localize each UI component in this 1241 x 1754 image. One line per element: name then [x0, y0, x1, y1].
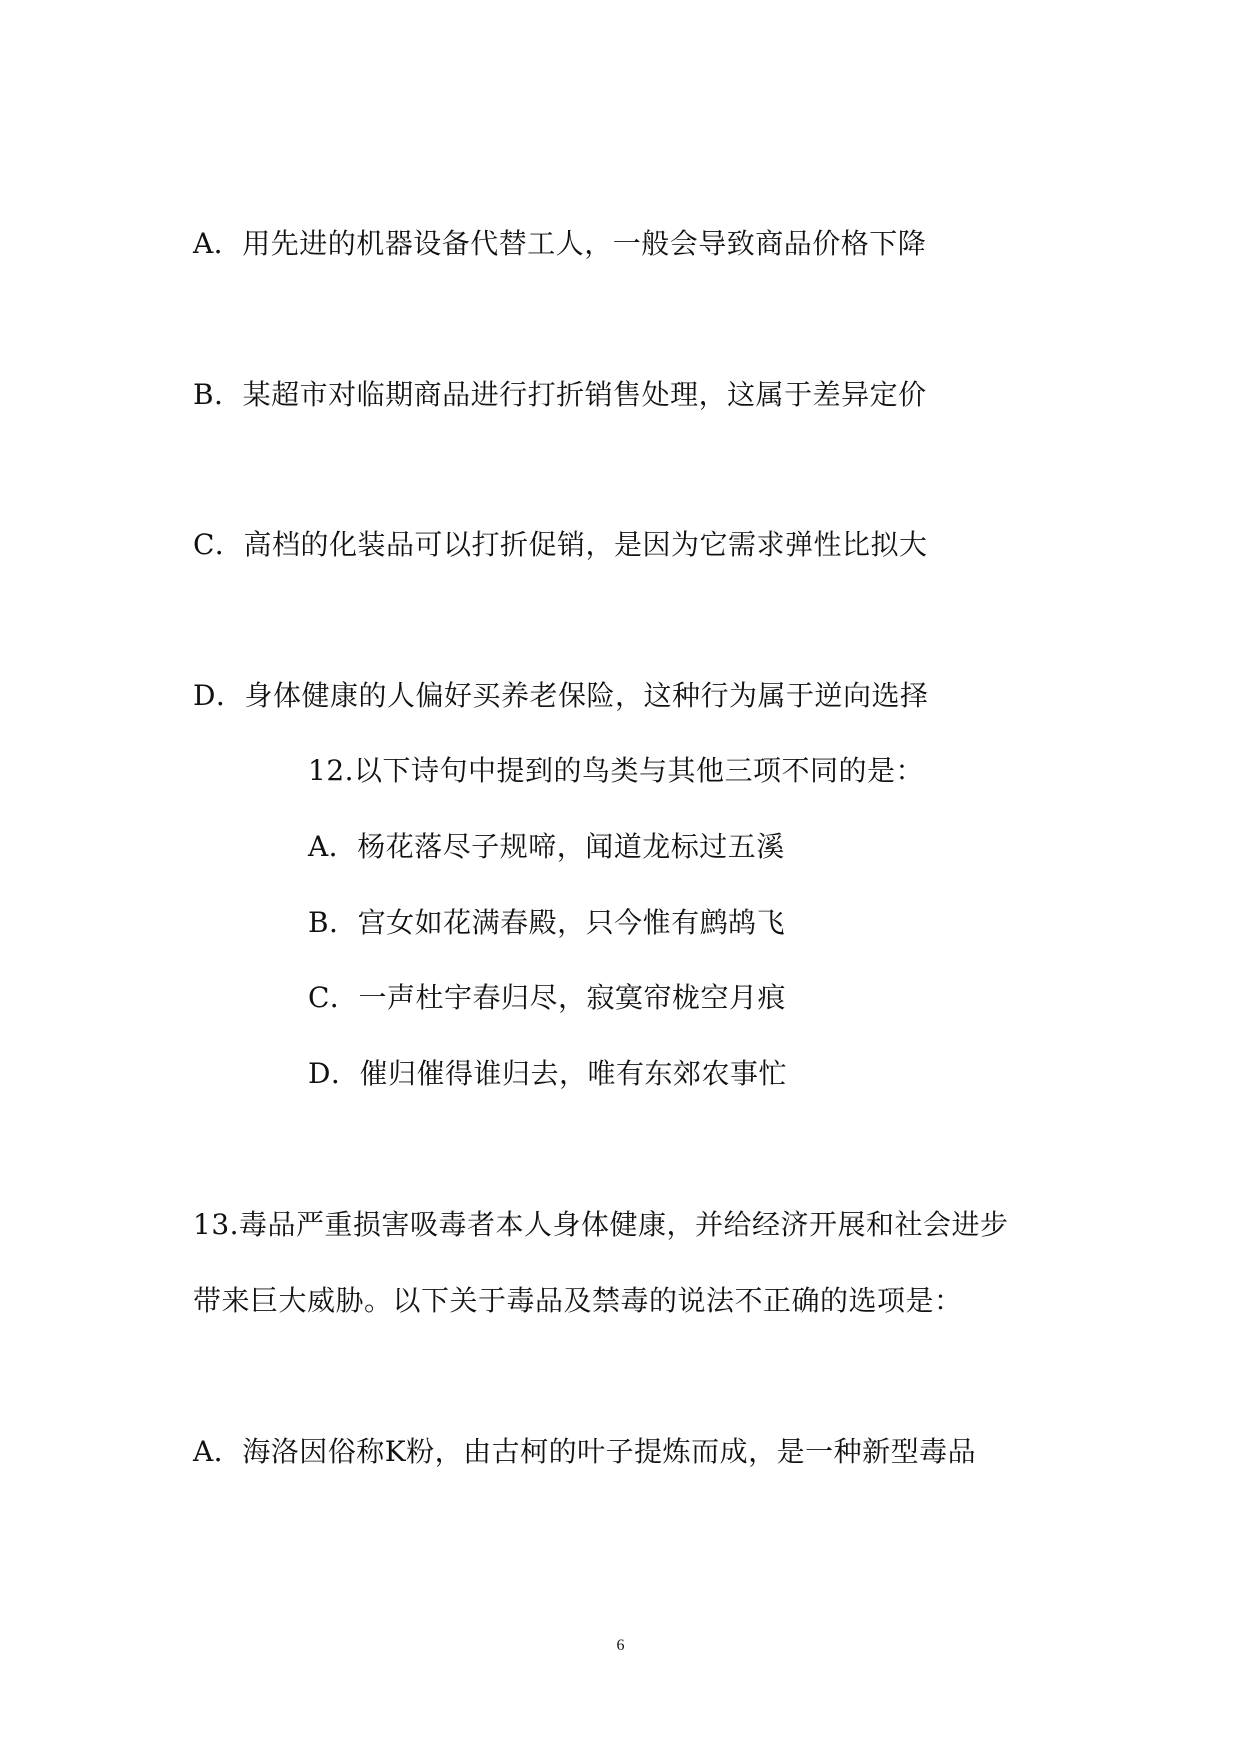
q11-option-c	[193, 527, 927, 563]
option-label: C．	[193, 528, 244, 561]
option-text: 高档的化装品可以打折促销，是因为它需求弹性比拟大	[243, 528, 928, 561]
option-text: 海洛因俗称K粉，由古柯的叶子提炼而成，是一种新型毒品	[242, 1435, 977, 1468]
option-label: B．	[193, 378, 243, 411]
option-text: 身体健康的人偏好买养老保险，这种行为属于逆向选择	[244, 679, 929, 712]
q13-option-a	[193, 1434, 976, 1470]
option-text: 催归催得谁归去，唯有东郊农事忙	[359, 1057, 787, 1090]
q12-option-a	[308, 829, 785, 865]
option-label: B．	[308, 906, 358, 939]
q12-option-c	[308, 980, 786, 1016]
q13-stem-line-1: 13.毒品严重损害吸毒者本人身体健康，并给经济开展和社会进步	[193, 1208, 1009, 1241]
q11-option-b	[193, 377, 927, 413]
q13-stem-line-2: 带来巨大威胁。以下关于毒品及禁毒的说法不正确的选项是：	[193, 1284, 963, 1317]
option-label: A．	[193, 227, 243, 260]
q12-option-b	[308, 905, 785, 941]
q11-option-d	[193, 678, 928, 714]
q12-option-d	[308, 1056, 787, 1092]
option-text: 宫女如花满春殿，只今惟有鹧鸪飞	[357, 906, 786, 939]
option-text: 用先进的机器设备代替工人，一般会导致商品价格下降	[242, 227, 927, 260]
option-text: 杨花落尽子规啼，闻道龙标过五溪	[357, 830, 785, 863]
option-label: D．	[193, 679, 245, 712]
q12-stem: 12.以下诗句中提到的鸟类与其他三项不同的是：	[308, 754, 925, 787]
option-label: A．	[193, 1435, 243, 1468]
option-label: D．	[308, 1057, 360, 1090]
option-label: A．	[308, 830, 358, 863]
q11-option-a	[193, 226, 926, 262]
option-text: 一声杜宇春归尽，寂寞帘栊空月痕	[358, 981, 786, 1014]
option-label: C．	[308, 981, 359, 1014]
option-text: 某超市对临期商品进行打折销售处理，这属于差异定价	[242, 378, 927, 411]
page-number: 6	[616, 1637, 625, 1654]
